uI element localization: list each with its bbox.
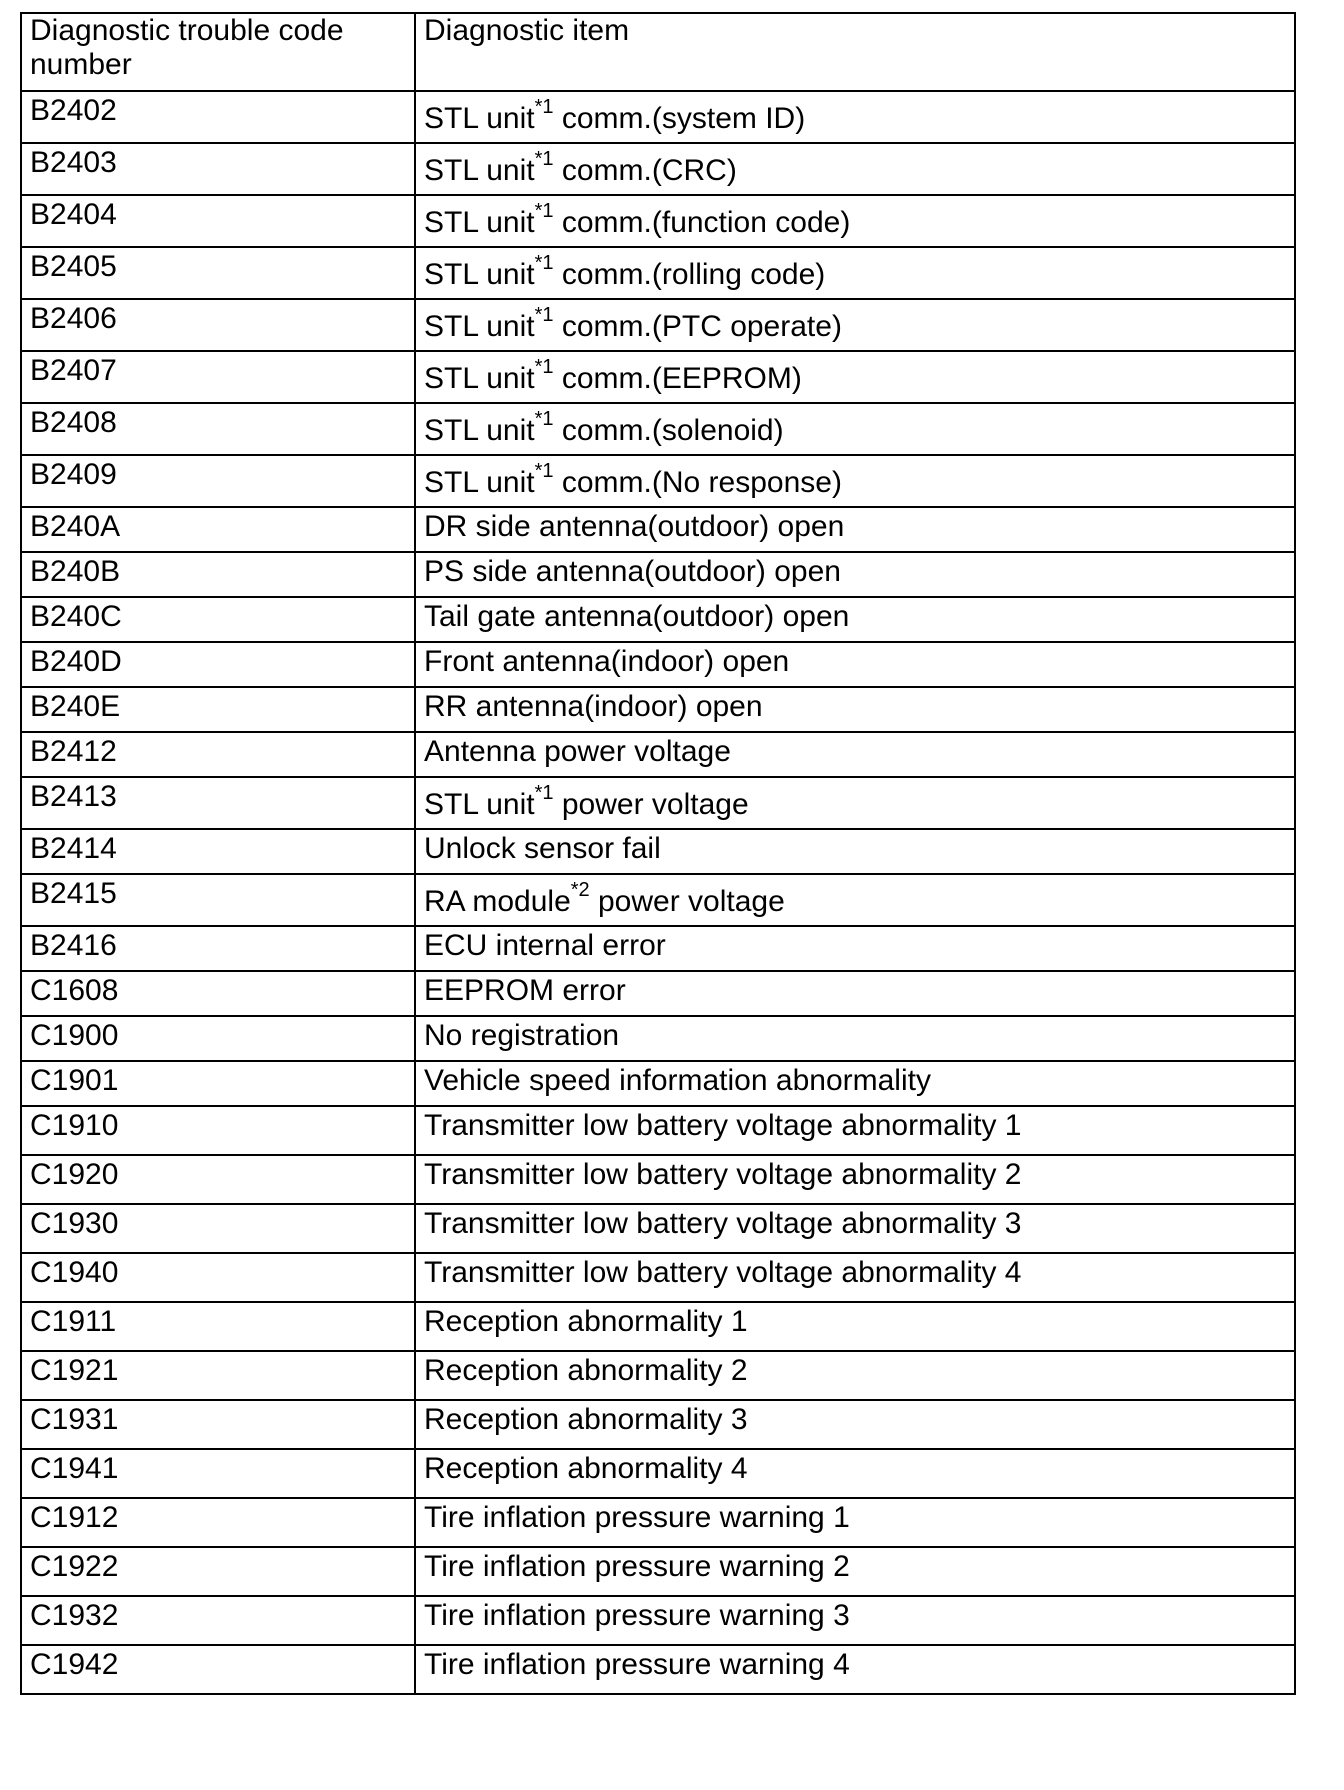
dtc-code-cell: C1942	[21, 1645, 415, 1694]
dtc-code-cell: C1931	[21, 1400, 415, 1449]
table-row	[21, 1645, 1295, 1694]
diagnostic-item-cell	[415, 829, 1295, 874]
diagnostic-item-cell	[415, 455, 1295, 507]
diagnostic-item-cell	[415, 1547, 1295, 1596]
dtc-code-cell: B240E	[21, 687, 415, 732]
dtc-code-cell: C1912	[21, 1498, 415, 1547]
footnote-marker: *1	[534, 200, 554, 222]
dtc-code-cell: B240D	[21, 642, 415, 687]
diagnostic-item-cell	[415, 926, 1295, 971]
table-row	[21, 1204, 1295, 1253]
diagnostic-item-cell	[415, 1351, 1295, 1400]
diagnostic-item-text: PS side antenna(outdoor) open	[424, 555, 841, 588]
dtc-code-cell: C1920	[21, 1155, 415, 1204]
diagnostic-item-text: STL unit	[424, 362, 535, 395]
dtc-code-cell: C1922	[21, 1547, 415, 1596]
footnote-marker: *1	[534, 460, 554, 482]
diagnostic-item-text: Tire inflation pressure warning 2	[424, 1550, 850, 1583]
dtc-code-cell: C1932	[21, 1596, 415, 1645]
table-row	[21, 552, 1295, 597]
diagnostic-item-cell	[415, 1016, 1295, 1061]
diagnostic-item-cell	[415, 1400, 1295, 1449]
diagnostic-item-cell	[415, 971, 1295, 1016]
dtc-code-cell: B240C	[21, 597, 415, 642]
dtc-table	[20, 12, 1296, 1695]
dtc-code-cell: B240A	[21, 507, 415, 552]
dtc-code-cell: B2406	[21, 299, 415, 351]
dtc-code-cell: C1608	[21, 971, 415, 1016]
footnote-marker: *1	[534, 356, 554, 378]
dtc-code-cell: C1901	[21, 1061, 415, 1106]
diagnostic-item-suffix: power voltage	[553, 788, 749, 821]
diagnostic-item-cell	[415, 1204, 1295, 1253]
table-row	[21, 507, 1295, 552]
diagnostic-item-cell	[415, 91, 1295, 143]
table-row	[21, 247, 1295, 299]
dtc-code-cell: B2416	[21, 926, 415, 971]
dtc-code-cell: B2409	[21, 455, 415, 507]
diagnostic-item-text: Reception abnormality 3	[424, 1403, 748, 1436]
diagnostic-item-cell	[415, 642, 1295, 687]
diagnostic-item-cell	[415, 1498, 1295, 1547]
dtc-code-cell: B2402	[21, 91, 415, 143]
table-row	[21, 1016, 1295, 1061]
header-code: Diagnostic trouble code number	[21, 13, 415, 91]
dtc-code-cell: B2404	[21, 195, 415, 247]
diagnostic-item-suffix: comm.(solenoid)	[553, 414, 784, 447]
diagnostic-item-text: STL unit	[424, 154, 535, 187]
diagnostic-item-text: Tire inflation pressure warning 3	[424, 1599, 850, 1632]
table-row	[21, 687, 1295, 732]
footnote-marker: *1	[534, 148, 554, 170]
footnote-marker: *1	[534, 304, 554, 326]
dtc-code-cell: C1900	[21, 1016, 415, 1061]
dtc-code-cell: C1911	[21, 1302, 415, 1351]
diagnostic-item-cell	[415, 1596, 1295, 1645]
dtc-code-cell: C1921	[21, 1351, 415, 1400]
diagnostic-item-text: Reception abnormality 1	[424, 1305, 748, 1338]
diagnostic-item-text: RA module	[424, 885, 571, 918]
dtc-code-cell: C1940	[21, 1253, 415, 1302]
diagnostic-item-cell	[415, 597, 1295, 642]
table-row	[21, 1449, 1295, 1498]
table-row	[21, 829, 1295, 874]
table-row	[21, 971, 1295, 1016]
diagnostic-item-cell	[415, 732, 1295, 777]
dtc-code-cell: B2414	[21, 829, 415, 874]
table-row	[21, 926, 1295, 971]
diagnostic-item-cell	[415, 195, 1295, 247]
diagnostic-item-text: Transmitter low battery voltage abnormality 1	[424, 1109, 1022, 1142]
table-row	[21, 1596, 1295, 1645]
table-row	[21, 1302, 1295, 1351]
table-row	[21, 1061, 1295, 1106]
table-row	[21, 351, 1295, 403]
footnote-marker: *1	[534, 96, 554, 118]
table-row	[21, 455, 1295, 507]
diagnostic-item-cell	[415, 1302, 1295, 1351]
footnote-marker: *1	[534, 782, 554, 804]
dtc-code-cell: B240B	[21, 552, 415, 597]
diagnostic-item-suffix: comm.(function code)	[553, 206, 851, 239]
diagnostic-item-text: Transmitter low battery voltage abnormality 2	[424, 1158, 1022, 1191]
diagnostic-item-text: STL unit	[424, 102, 535, 135]
diagnostic-item-text: No registration	[424, 1019, 620, 1052]
header-row	[21, 13, 1295, 91]
diagnostic-item-text: STL unit	[424, 788, 535, 821]
table-row	[21, 1400, 1295, 1449]
diagnostic-item-cell	[415, 874, 1295, 926]
dtc-code-cell: B2408	[21, 403, 415, 455]
header-item: Diagnostic item	[415, 13, 1295, 91]
table-row	[21, 1106, 1295, 1155]
diagnostic-item-text: STL unit	[424, 310, 535, 343]
diagnostic-item-text: Tail gate antenna(outdoor) open	[424, 600, 850, 633]
table-row	[21, 597, 1295, 642]
table-row	[21, 1547, 1295, 1596]
diagnostic-item-text: Vehicle speed information abnormality	[424, 1064, 931, 1097]
table-row	[21, 874, 1295, 926]
diagnostic-item-text: Tire inflation pressure warning 4	[424, 1648, 850, 1681]
diagnostic-item-suffix: comm.(rolling code)	[553, 258, 826, 291]
diagnostic-item-cell	[415, 507, 1295, 552]
footnote-marker: *1	[534, 252, 554, 274]
diagnostic-item-text: Reception abnormality 4	[424, 1452, 748, 1485]
diagnostic-item-cell	[415, 143, 1295, 195]
diagnostic-item-suffix: comm.(PTC operate)	[553, 310, 842, 343]
diagnostic-item-text: DR side antenna(outdoor) open	[424, 510, 845, 543]
diagnostic-item-text: Transmitter low battery voltage abnormality 3	[424, 1207, 1022, 1240]
diagnostic-item-suffix: power voltage	[589, 885, 785, 918]
diagnostic-item-cell	[415, 1106, 1295, 1155]
diagnostic-item-suffix: comm.(EEPROM)	[553, 362, 802, 395]
table-row	[21, 642, 1295, 687]
table-row	[21, 1253, 1295, 1302]
table-row	[21, 732, 1295, 777]
diagnostic-item-cell	[415, 403, 1295, 455]
diagnostic-item-text: STL unit	[424, 258, 535, 291]
diagnostic-item-text: Reception abnormality 2	[424, 1354, 748, 1387]
diagnostic-item-text: STL unit	[424, 414, 535, 447]
table-row	[21, 299, 1295, 351]
table-row	[21, 91, 1295, 143]
diagnostic-item-text: EEPROM error	[424, 974, 626, 1007]
diagnostic-item-suffix: comm.(No response)	[553, 466, 842, 499]
diagnostic-item-text: ECU internal error	[424, 929, 666, 962]
table-row	[21, 403, 1295, 455]
diagnostic-item-cell	[415, 351, 1295, 403]
dtc-code-cell: B2403	[21, 143, 415, 195]
diagnostic-item-text: Transmitter low battery voltage abnormality 4	[424, 1256, 1022, 1289]
table-row	[21, 1351, 1295, 1400]
diagnostic-item-text: STL unit	[424, 206, 535, 239]
diagnostic-item-cell	[415, 552, 1295, 597]
table-row	[21, 777, 1295, 829]
diagnostic-item-text: Tire inflation pressure warning 1	[424, 1501, 850, 1534]
diagnostic-item-cell	[415, 1155, 1295, 1204]
table-row	[21, 195, 1295, 247]
diagnostic-item-suffix: comm.(system ID)	[553, 102, 806, 135]
diagnostic-item-text: STL unit	[424, 466, 535, 499]
diagnostic-item-cell	[415, 247, 1295, 299]
diagnostic-item-cell	[415, 1253, 1295, 1302]
diagnostic-item-cell	[415, 299, 1295, 351]
diagnostic-item-text: RR antenna(indoor) open	[424, 690, 763, 723]
diagnostic-item-suffix: comm.(CRC)	[553, 154, 737, 187]
diagnostic-item-text: Front antenna(indoor) open	[424, 645, 790, 678]
diagnostic-item-cell	[415, 777, 1295, 829]
footnote-marker: *2	[570, 879, 590, 901]
diagnostic-item-text: Antenna power voltage	[424, 735, 731, 768]
table-body	[21, 91, 1295, 1694]
diagnostic-item-cell	[415, 1061, 1295, 1106]
dtc-code-cell: B2405	[21, 247, 415, 299]
dtc-code-cell: B2412	[21, 732, 415, 777]
dtc-code-cell: C1930	[21, 1204, 415, 1253]
diagnostic-item-text: Unlock sensor fail	[424, 832, 661, 865]
table-row	[21, 143, 1295, 195]
dtc-code-cell: C1910	[21, 1106, 415, 1155]
diagnostic-item-cell	[415, 1645, 1295, 1694]
diagnostic-item-cell	[415, 687, 1295, 732]
dtc-code-cell: B2413	[21, 777, 415, 829]
table-row	[21, 1498, 1295, 1547]
diagnostic-item-cell	[415, 1449, 1295, 1498]
dtc-code-cell: B2415	[21, 874, 415, 926]
footnote-marker: *1	[534, 408, 554, 430]
dtc-code-cell: B2407	[21, 351, 415, 403]
dtc-code-cell: C1941	[21, 1449, 415, 1498]
table-row	[21, 1155, 1295, 1204]
